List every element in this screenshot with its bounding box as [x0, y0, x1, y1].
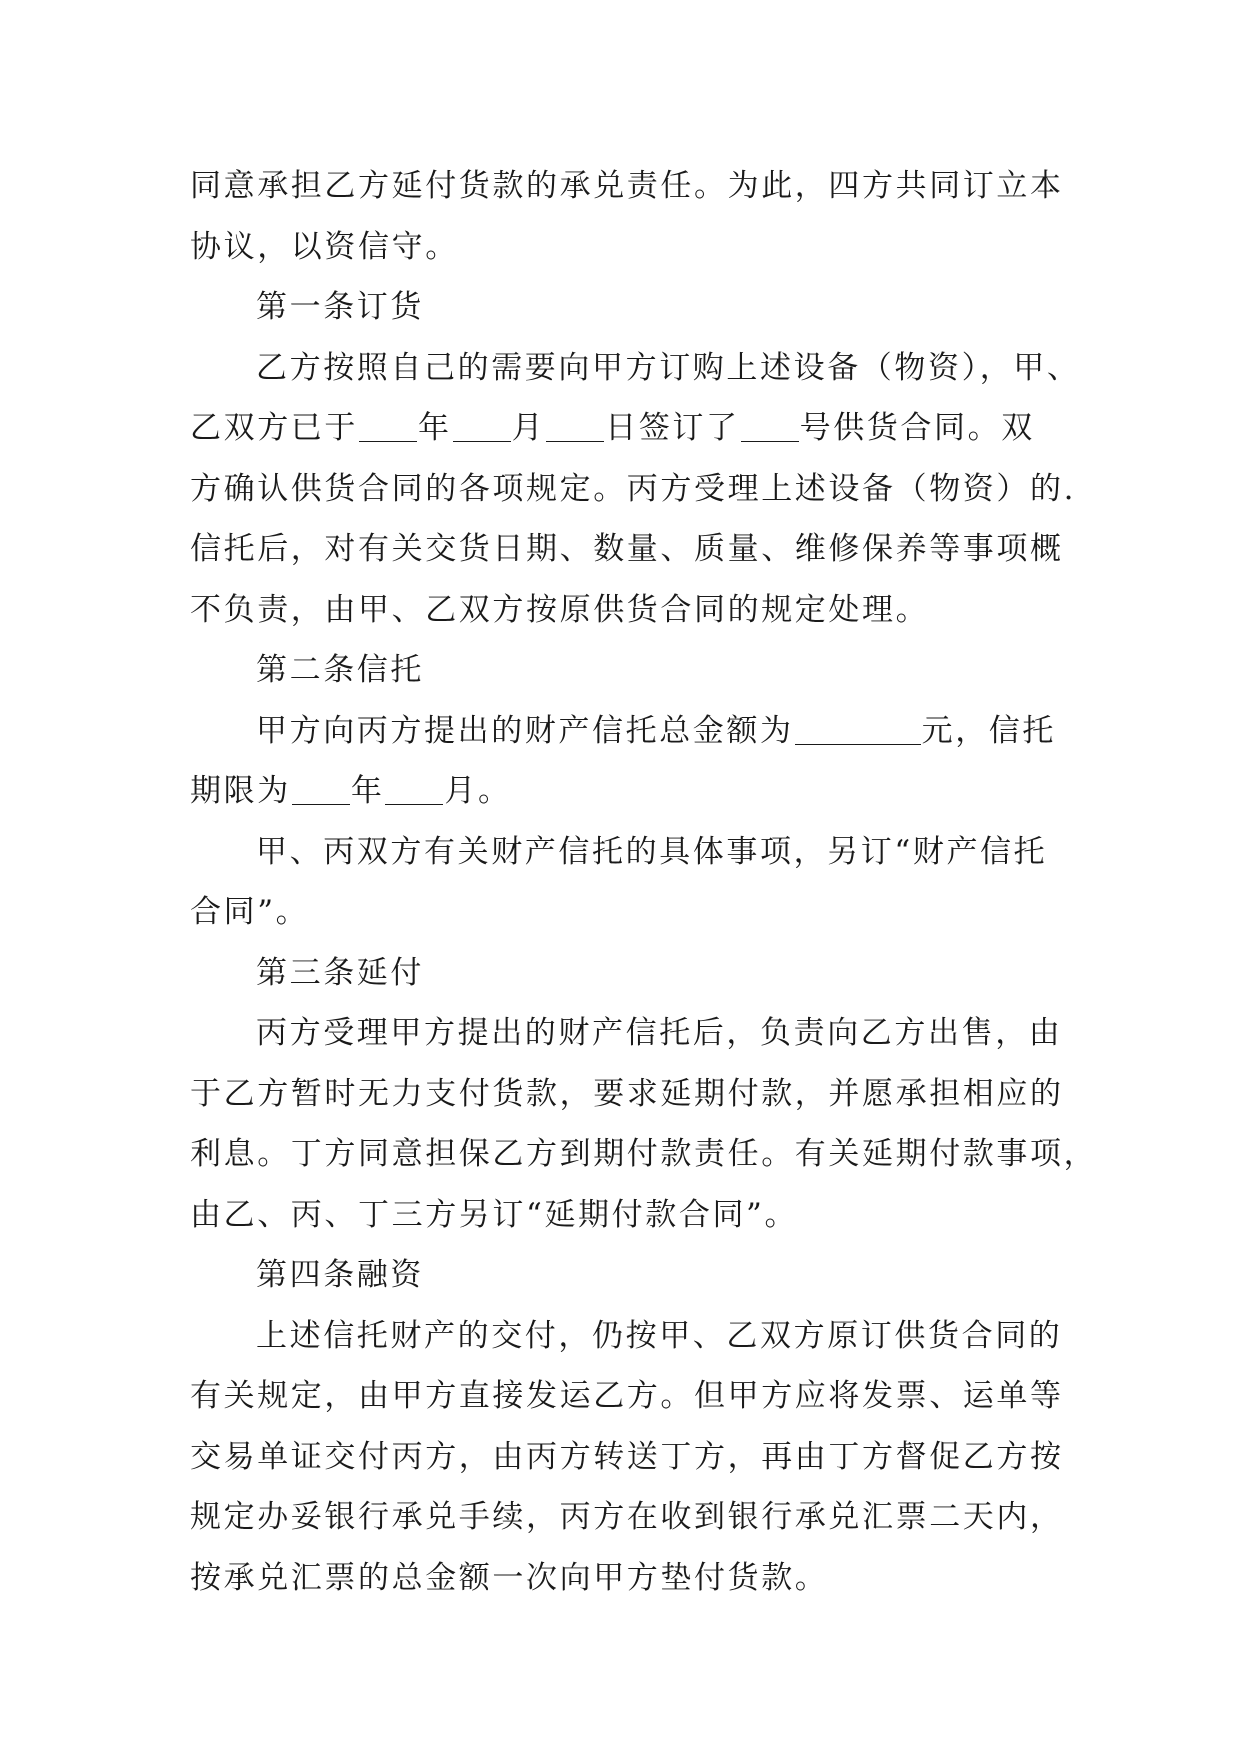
- text-fragment: 月。: [444, 773, 512, 809]
- article-1-text-line-4: 信托后，对有关交货日期、数量、质量、维修保养等事项概: [190, 531, 1064, 567]
- article-2-text-line-1: [190, 701, 1057, 762]
- text-fragment: 乙双方已于: [190, 410, 358, 446]
- text-fragment: 甲方向丙方提出的财产信托总金额为: [256, 712, 794, 749]
- article-4-text-line-2: 有关规定，由甲方直接发运乙方。但甲方应将发票、运单等: [190, 1378, 1064, 1414]
- fill-in-blank-day: [546, 411, 604, 442]
- fill-in-blank-amount: [795, 714, 921, 745]
- document-body: [190, 156, 1098, 1608]
- fill-in-blank-months: [385, 774, 443, 805]
- text-fragment: 日签订了: [605, 410, 740, 446]
- article-3-text-line-2: 于乙方暂时无力支付货款，要求延期付款，并愿承担相应的: [190, 1075, 1064, 1112]
- article-2-heading: 第二条信托: [256, 652, 424, 688]
- article-4-text-line-4: 规定办妥银行承兑手续，丙方在收到银行承兑汇票二天内，: [190, 1499, 1064, 1535]
- article-1-text-line-3: 方确认供货合同的各项规定。丙方受理上述设备（物资）的.: [190, 470, 1077, 507]
- article-1-text-line-5: 不负责，由甲、乙双方按原供货合同的规定处理。: [190, 591, 930, 628]
- text-fragment: 月: [511, 410, 546, 446]
- article-4-text-line-5: 按承兑汇票的总金额一次向甲方垫付货款。: [190, 1559, 829, 1596]
- article-2-text-line-2: [190, 761, 1050, 822]
- article-1-heading: 第一条订货: [256, 289, 424, 325]
- article-3-text-line-4: 由乙、丙、丁三方另订“延期付款合同”。: [190, 1196, 799, 1233]
- text-fragment: 年: [418, 410, 452, 446]
- article-1-text-line-2: [190, 398, 1050, 459]
- article-4-text-line-3: 交易单证交付丙方，由丙方转送丁方，再由丁方督促乙方按: [190, 1438, 1064, 1475]
- text-fragment: 元，信托: [921, 712, 1057, 749]
- fill-in-blank-month: [453, 411, 511, 442]
- article-3-text-line-3: 利息。丁方同意担保乙方到期付款责任。有关延期付款事项，: [190, 1136, 1098, 1172]
- fill-in-blank-years: [292, 774, 350, 805]
- article-3-text-line-1: 丙方受理甲方提出的财产信托后，负责向乙方出售，由: [256, 1015, 1063, 1051]
- intro-line-2: 协议，以资信守。: [190, 228, 459, 265]
- article-1-text-line-1: 乙方按照自己的需要向甲方订购上述设备（物资），甲、: [256, 349, 1081, 386]
- text-fragment: 年: [350, 773, 385, 809]
- article-2-text-line-3: 甲、丙双方有关财产信托的具体事项，另订“财产信托: [256, 833, 1048, 870]
- text-fragment: 号供货合同。双: [799, 410, 1035, 446]
- article-2-text-line-4: 合同”。: [190, 894, 310, 930]
- intro-line-1: 同意承担乙方延付货款的承兑责任。为此，四方共同订立本: [190, 168, 1064, 204]
- text-fragment: 期限为: [190, 773, 291, 809]
- fill-in-blank-year: [359, 411, 417, 442]
- article-4-text-line-1: 上述信托财产的交付，仍按甲、乙双方原订供货合同的: [256, 1317, 1063, 1354]
- article-3-heading: 第三条延付: [256, 954, 424, 991]
- article-4-heading: 第四条融资: [256, 1257, 424, 1293]
- fill-in-blank-contract-number: [741, 411, 799, 442]
